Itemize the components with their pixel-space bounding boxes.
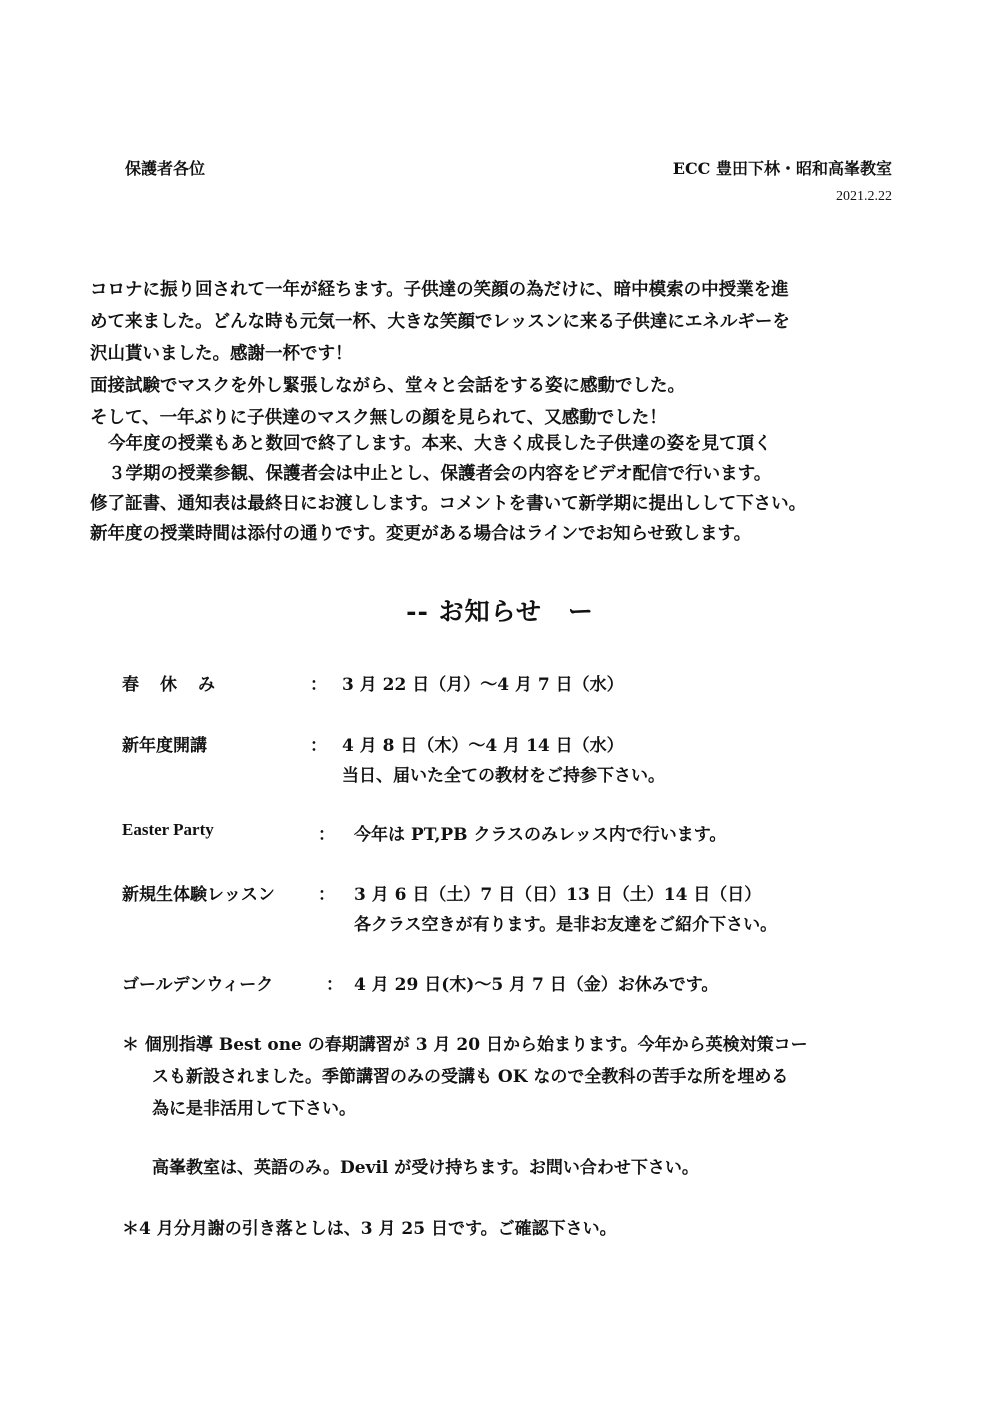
body-line: そして、一年ぶりに子供達のマスク無しの顔を見られて、又感動でした！ [90,408,667,428]
notice-colon: ： [318,885,335,905]
body-line: 面接試験でマスクを外し緊張しながら、堂々と会話をする姿に感動でした。 [90,376,685,396]
note-takamine: 高峯教室は、英語のみ。Devil が受け持ちます。お問い合わせ下さい。 [152,1158,699,1178]
notice-colon: ： [326,975,343,995]
body-line: めて来ました。どんな時も元気一杯、大きな笑顔でレッスンに来る子供達にエネルギーを [90,312,790,332]
notice-colon: ： [310,736,327,756]
notice-colon: ： [310,675,327,695]
recipient-label: 保護者各位 [125,159,206,178]
notice-label: 新規生体験レッスン [122,885,275,905]
sender-name: ECC 豊田下林・昭和高峯教室 [672,159,892,178]
notice-colon: ： [318,825,335,845]
note-payment: ＊4 月分月謝の引き落としは、3 月 25 日です。ご確認下さい。 [122,1219,617,1239]
notice-text: 4 月 8 日（木）～4 月 14 日（水） [342,736,624,756]
notice-text: 4 月 29 日(木)～5 月 7 日（金）お休みです。 [354,975,719,995]
notice-text: 当日、届いた全ての教材をご持参下さい。 [342,766,665,786]
body-line: 新年度の授業時間は添付の通りです。変更がある場合はラインでお知らせ致します。 [90,524,752,544]
notice-text: 各クラス空きが有ります。是非お友達をご紹介下さい。 [354,915,778,935]
notice-title: -- お知らせ ー [406,597,594,626]
notice-label: Easter Party [122,820,214,839]
body-line: 沢山貰いました。感謝一杯です！ [90,344,353,364]
body-line: ３学期の授業参観、保護者会は中止とし、保護者会の内容をビデオ配信で行います。 [108,464,772,484]
body-line: 今年度の授業もあと数回で終了します。本来、大きく成長した子供達の姿を見て頂く [108,434,772,454]
body-line: コロナに振り回されて一年が経ちます。子供達の笑顔の為だけに、暗中模索の中授業を進 [90,280,789,300]
note-bestone-line: 為に是非活用して下さい。 [152,1099,356,1119]
note-bestone-line: スも新設されました。季節講習のみの受講も OK なので全教科の苦手な所を埋める [152,1067,789,1087]
notice-label: 春 休 み [122,675,217,695]
notice-text: 今年は PT,PB クラスのみレッス内で行います。 [354,825,727,845]
notice-text: 3 月 22 日（月）～4 月 7 日（水） [342,675,624,695]
document-date: 2021.2.22 [836,189,892,204]
note-bestone-line: ＊ 個別指導 Best one の春期講習が 3 月 20 日から始まります。今年から英検対策コー [122,1035,808,1055]
notice-label: 新年度開講 [122,736,207,756]
notice-label: ゴールデンウィーク [122,975,274,995]
notice-text: 3 月 6 日（土）7 日（日）13 日（土）14 日（日） [354,885,762,905]
body-line: 修了証書、通知表は最終日にお渡しします。コメントを書いて新学期に提出しして下さい。 [90,494,807,514]
